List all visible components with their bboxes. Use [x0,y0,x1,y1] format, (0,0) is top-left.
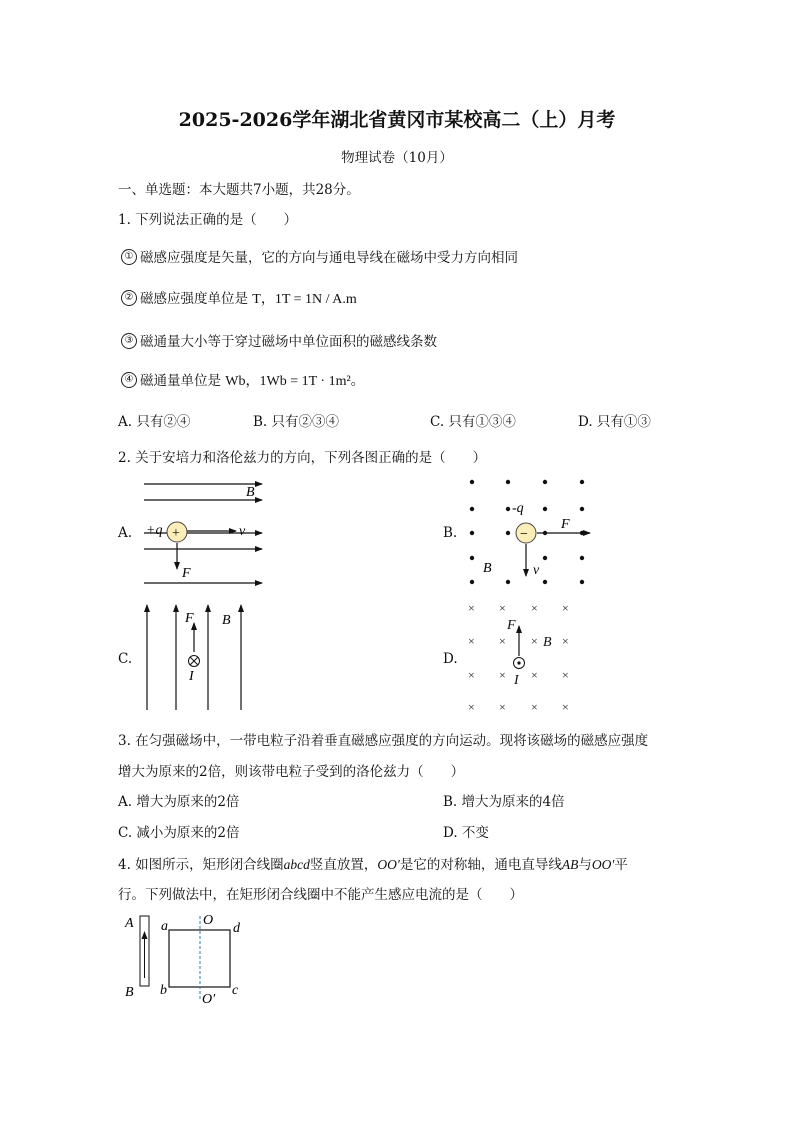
wire-end-a: A [125,916,134,931]
q2-option-label-b[interactable]: B. [443,525,458,541]
q1-stem: 1. 下列说法正确的是（ ） [118,212,298,228]
force-label: F [185,611,194,626]
corner-d: d [233,921,240,936]
figure-d [468,601,569,714]
paper-subtitle: 物理试卷（10月） [341,150,453,166]
svg-text:×: × [468,601,475,615]
figure-b [470,480,590,584]
svg-text:×: × [499,700,506,714]
axis-top-o: O [203,913,214,928]
axis-bottom-o-prime: O′ [202,992,216,1007]
q4-text: 与 [578,857,592,873]
wire-end-b: B [125,985,134,1000]
velocity-label: v [239,524,246,539]
q4-axis-label: OO′ [377,857,400,872]
svg-text:×: × [468,634,475,648]
figure-a [144,484,262,583]
statement-mark: ③ [121,333,137,349]
current-label: I [189,669,194,684]
q4-text: 是它的对称轴，通电直导线 [399,857,562,873]
q4-text: 竖直放置， [309,857,378,873]
figure-c [147,605,241,710]
svg-text:×: × [562,634,569,648]
q4-text: 4. 如图所示，矩形闭合线圈 [118,857,284,873]
svg-text:×: × [499,601,506,615]
q3-stem-line1: 3. 在匀强磁场中，一带电粒子沿着垂直磁感应强度的方向运动。现将该磁场的磁感应强度 [118,733,649,749]
svg-text:×: × [531,634,538,648]
svg-text:×: × [531,601,538,615]
statement-text: 磁感应强度单位是 [140,291,248,307]
q1-option-d[interactable]: D. 只有①③ [578,414,651,430]
charge-label: +q [146,523,163,538]
q4-wire-label: AB [561,857,579,872]
field-label: B [222,613,231,628]
q4-stem-line1 [118,853,628,873]
q3-option-b[interactable]: B. 增大为原来的4倍 [443,794,565,810]
statement-text: 磁感应强度是矢量，它的方向与通电导线在磁场中受力方向相同 [140,250,518,266]
charge-label: -q [512,501,524,516]
corner-a: a [161,919,168,934]
q4-coil-label: abcd [283,857,310,872]
current-label: I [514,673,519,688]
statement-math: T，1T = 1N / A.m [252,292,357,307]
q3-stem-line2: 增大为原来的2倍，则该带电粒子受到的洛伦兹力（ ） [118,764,465,780]
q3-option-d[interactable]: D. 不变 [443,825,489,841]
force-label: F [507,618,516,633]
q4-axis-label: OO′ [591,857,615,872]
statement-text: 磁通量大小等于穿过磁场中单位面积的磁感线条数 [140,334,437,350]
field-label: B [543,635,552,650]
force-label: F [561,517,570,532]
statement-math: Wb，1Wb = 1T · 1m²。 [225,374,365,389]
statement-text: 磁通量单位是 [140,373,221,389]
field-label: B [483,561,492,576]
svg-text:×: × [468,668,475,682]
svg-text:×: × [531,668,538,682]
svg-text:×: × [499,634,506,648]
q4-text: 平 [614,857,628,873]
q3-option-c[interactable]: C. 减小为原来的2倍 [118,825,240,841]
corner-c: c [232,983,239,998]
q3-option-a[interactable]: A. 增大为原来的2倍 [118,794,240,810]
field-label: B [246,485,255,500]
svg-text:×: × [562,668,569,682]
svg-text:×: × [468,700,475,714]
statement-mark: ② [121,290,137,306]
charge-sign: + [172,526,180,541]
q1-option-c[interactable]: C. 只有①③④ [430,414,516,430]
force-label: F [182,566,191,581]
svg-text:×: × [562,700,569,714]
q2-option-label-d[interactable]: D. [443,651,458,667]
q1-option-b[interactable]: B. 只有②③④ [253,414,340,430]
q2-option-label-c[interactable]: C. [118,651,133,667]
svg-text:×: × [499,668,506,682]
paper-title: 2025-2026学年湖北省黄冈市某校高二（上）月考 [178,109,616,131]
velocity-label: v [533,563,540,578]
statement-mark: ④ [121,372,137,388]
q2-stem: 2. 关于安培力和洛伦兹力的方向，下列各图正确的是（ ） [118,450,487,466]
section-heading: 一、单选题：本大题共7小题，共28分。 [118,182,360,198]
statement-mark: ① [121,249,137,265]
q4-stem-line2: 行。下列做法中，在矩形闭合线圈中不能产生感应电流的是（ ） [118,887,523,903]
svg-text:×: × [531,700,538,714]
q2-option-label-a[interactable]: A. [118,525,133,541]
svg-text:×: × [562,601,569,615]
q4-figure [124,913,241,1007]
corner-b: b [160,983,167,998]
q1-option-a[interactable]: A. 只有②④ [118,414,191,430]
charge-sign: − [520,527,528,542]
